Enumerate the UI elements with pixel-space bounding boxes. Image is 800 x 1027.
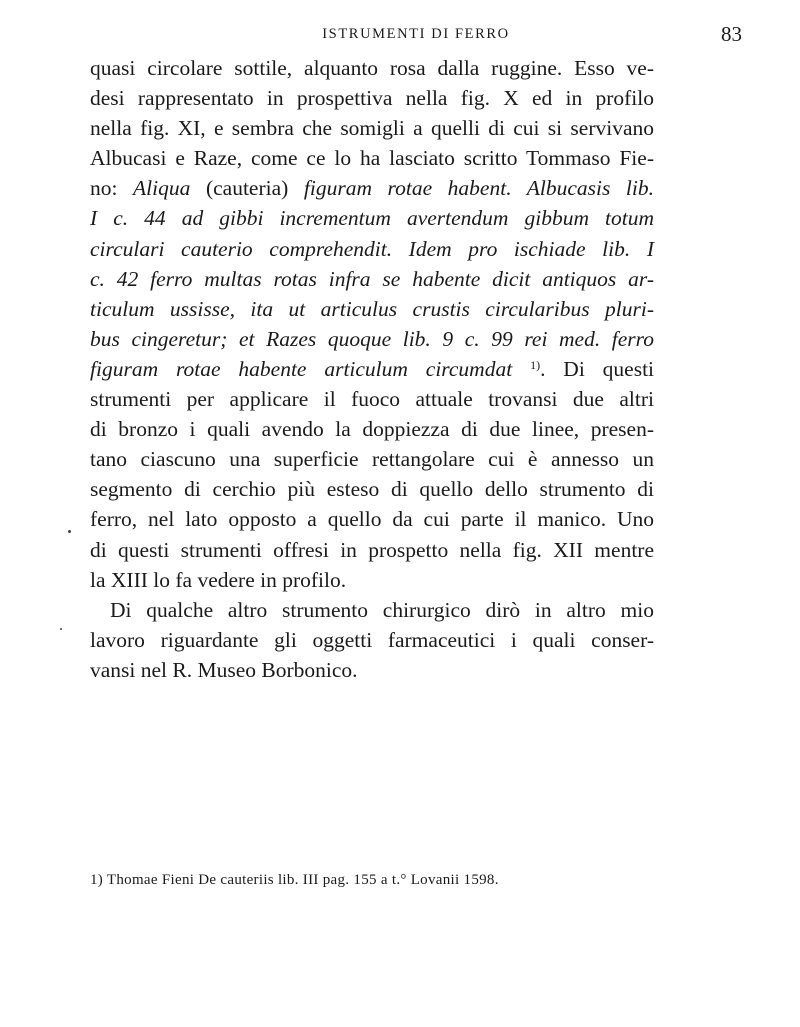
text-segment: Albucasi e Raze, come ce lo ha lasciato scritto Tommaso Fie- [90, 146, 654, 171]
text-segment: nella fig. XI, e sembra che somigli a quelli di cui si servivano [90, 116, 654, 141]
text-segment: c. 42 ferro multas rotas infra se habente dicit antiquos ar- [90, 266, 654, 291]
text-line [90, 83, 654, 113]
text-segment: vansi nel R. Museo Borbonico. [90, 657, 358, 682]
text-segment: figuram rotae habent. Albucasis lib. [303, 176, 654, 201]
text-line [90, 595, 654, 625]
text-segment: . Di questi [540, 356, 655, 381]
text-line [90, 53, 654, 83]
text-line [90, 565, 654, 595]
text-segment: circulari cauterio comprehendit. Idem pro ischiade lib. I [90, 236, 654, 261]
text-line [90, 324, 654, 354]
text-line [90, 143, 654, 173]
text-segment: no: [90, 176, 134, 201]
text-segment: I c. 44 ad gibbi incrementum avertendum gibbum totum [90, 206, 654, 231]
text-line [90, 294, 654, 324]
running-title: ISTRUMENTI DI FERRO [322, 26, 510, 42]
text-line [90, 474, 654, 504]
text-line [90, 414, 654, 444]
page-number: 83 [721, 22, 742, 46]
text-line [90, 655, 654, 685]
text-segment: (cauteria) [190, 176, 304, 201]
paper-speck [60, 628, 62, 630]
text-line [90, 444, 654, 474]
text-line [90, 384, 654, 414]
text-line [90, 625, 654, 655]
text-segment: segmento di cerchio più esteso di quello dello strumento di [90, 477, 654, 502]
text-segment: di questi strumenti offresi in prospetto nella fig. XII mentre [90, 537, 654, 562]
text-line [90, 113, 654, 143]
text-segment: ticulum ussisse, ita ut articulus crustis circularibus pluri- [90, 296, 654, 321]
text-line [90, 504, 654, 534]
text-segment: quasi circolare sottile, alquanto rosa dalla ruggine. Esso ve- [90, 56, 654, 80]
body-text [90, 53, 654, 685]
footnote-marker: 1) [90, 872, 104, 888]
text-segment: ferro, nel lato opposto a quello da cui parte il manico. Uno [90, 507, 654, 532]
text-segment: figuram rotae habente articulum circumdat [90, 356, 513, 381]
text-line [90, 234, 654, 264]
paper-speck [68, 530, 71, 533]
text-segment: strumenti per applicare il fuoco attuale trovansi due altri [90, 387, 654, 412]
footnote-text: Thomae Fieni De cauteriis lib. III pag. 155 a t.° Lovanii 1598. [106, 872, 499, 888]
text-segment: bus cingeretur; et Razes quoque lib. 9 c. 99 rei med. ferro [90, 326, 654, 351]
text-segment [512, 357, 530, 381]
text-segment: desi rappresentato in prospettiva nella fig. X ed in profilo [90, 86, 654, 111]
footnote [90, 872, 630, 889]
text-segment: Di qualche altro strumento chirurgico dirò in altro mio [110, 597, 654, 622]
text-segment: la XIII lo fa vedere in profilo. [90, 567, 347, 592]
footnote-reference: 1) [530, 357, 541, 372]
text-segment: Aliqua [133, 176, 191, 201]
text-line [90, 264, 654, 294]
text-line [90, 354, 654, 384]
text-line [90, 535, 654, 565]
text-segment: tano ciascuno una superficie rettangolare cui è annesso un [90, 447, 654, 472]
text-segment: lavoro riguardante gli oggetti farmaceutici i quali conser- [90, 627, 654, 652]
text-segment: di bronzo i quali avendo la doppiezza di due linee, presen- [90, 417, 654, 442]
text-line [90, 203, 654, 233]
running-head [90, 22, 742, 48]
text-line [90, 173, 654, 203]
